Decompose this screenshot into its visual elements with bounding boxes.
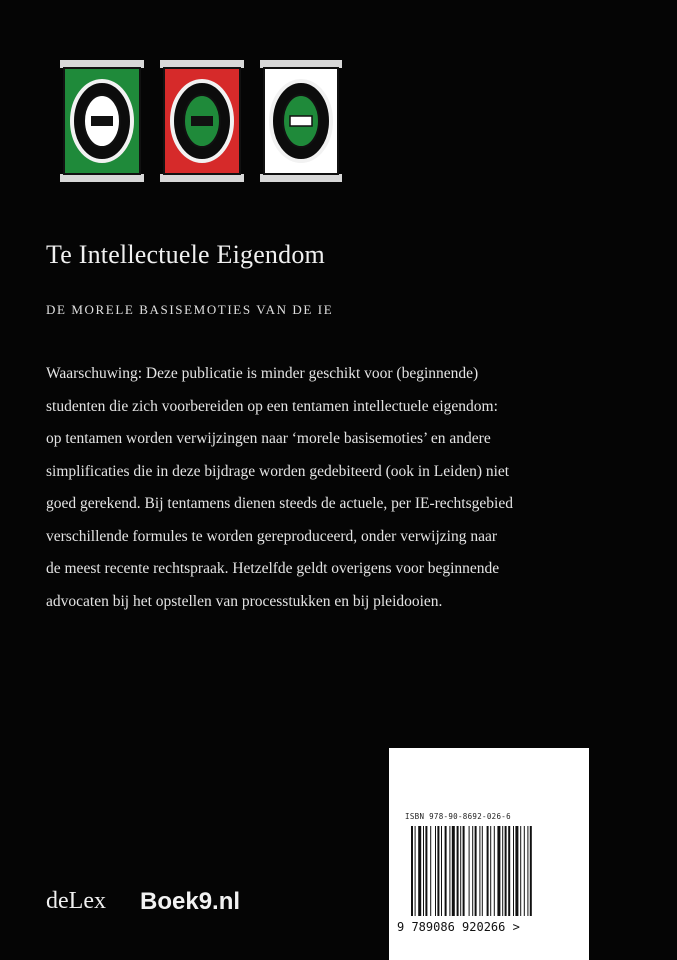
- barcode-icon: [411, 826, 571, 916]
- barcode-label: [389, 748, 589, 960]
- paragraph-line: studenten die zich voorbereiden op een tentamen intellectuele eigendom:: [46, 397, 498, 415]
- paragraph-line: goed gerekend. Bij tentamens dienen steeds de actuele, per IE-rechtsgebied: [46, 495, 513, 512]
- book-title: Te Intellectuele Eigendom: [46, 240, 325, 269]
- warning-paragraph: [46, 358, 606, 618]
- paragraph-line: verschillende formules te worden gereproduceerd, onder verwijzing naar: [46, 527, 498, 545]
- publisher-logo: deLex: [46, 888, 106, 914]
- paragraph-line: advocaten bij het opstellen van processtukken en bij pleidooien.: [46, 592, 443, 610]
- barcode-digits: 9 789086 920266 >: [397, 920, 520, 934]
- green-spool: [60, 60, 144, 182]
- paragraph-line: op tentamen worden verwijzingen naar ‘morele basisemoties’ en andere: [46, 430, 491, 447]
- website-logo: Boek9.nl: [140, 888, 241, 915]
- red-spool: [160, 60, 244, 182]
- logo-spools-icon: [58, 58, 344, 184]
- paragraph-line: Waarschuwing: Deze publicatie is minder geschikt voor (beginnende): [46, 365, 479, 382]
- book-subtitle: DE MORELE BASISEMOTIES VAN DE IE: [46, 302, 334, 317]
- paragraph-line: simplificaties die in deze bijdrage worden gedebiteerd (ook in Leiden) niet: [46, 462, 510, 480]
- paragraph-line: de meest recente rechtspraak. Hetzelfde geldt overigens voor beginnende: [46, 560, 500, 577]
- white-spool: [260, 60, 342, 182]
- isbn-text: ISBN 978-90-8692-026-6: [405, 812, 511, 821]
